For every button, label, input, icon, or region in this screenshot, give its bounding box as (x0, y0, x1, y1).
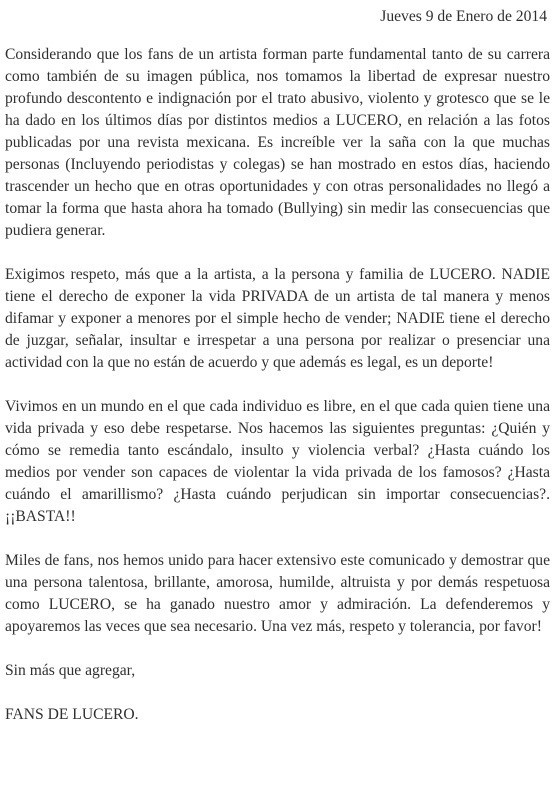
letter-document (5, 0, 550, 785)
paragraph-1: Considerando que los fans de un artista forman parte fundamental tanto de su carrera como también de su imagen pública, nos tomamos la libertad de expresar nuestro profundo descontento e indignación por el trato abusivo, violento y grotesco que se le ha dado en los últimos días por distintos medios a LUCERO, en relación a las fotos publicadas por una revista mexicana. Es increíble ver la saña con la que muchas personas (Incluyendo periodistas y colegas) se han mostrado en estos días, haciendo trascender un hecho que en otras oportunidades y con otras personalidades no llegó a tomar la forma que hasta ahora ha tomado (Bullying) sin medir las consecuencias que pudiera generar. (5, 46, 550, 239)
paragraph-3: Vivimos en un mundo en el que cada individuo es libre, en el que cada quien tiene una vida privada y eso debe respetarse. Nos hacemos las siguientes preguntas: ¿Quién y cómo se remedia tanto escándalo, insulto y violencia verbal? ¿Hasta cuándo los medios por vender son capaces de violentar la vida privada de los famosos? ¿Hasta cuándo el amarillismo? ¿Hasta cuándo perjudican sin importar consecuencias?. ¡¡BASTA!! (5, 398, 550, 525)
paragraph-4: Miles de fans, nos hemos unido para hacer extensivo este comunicado y demostrar que una persona talentosa, brillante, amorosa, humilde, altruista y por demás respetuosa como LUCERO, se ha ganado nuestro amor y admiración. La defenderemos y apoyaremos las veces que sea necesario. Una vez más, respeto y tolerancia, por favor! (5, 552, 550, 635)
signature: FANS DE LUCERO. (5, 706, 139, 723)
closing-line: Sin más que agregar, (5, 662, 136, 679)
paragraph-2: Exigimos respeto, más que a la artista, a la persona y familia de LUCERO. NADIE tiene el derecho de exponer la vida PRIVADA de un artista de tal manera y menos difamar y exponer a menores por el simple hecho de vender; NADIE tiene el derecho de juzgar, señalar, insultar e irrespetar a una persona por realizar o presenciar una actividad con la que no están de acuerdo y que además es legal, es un deporte! (5, 266, 550, 371)
letter-date: Jueves 9 de Enero de 2014 (380, 8, 547, 25)
